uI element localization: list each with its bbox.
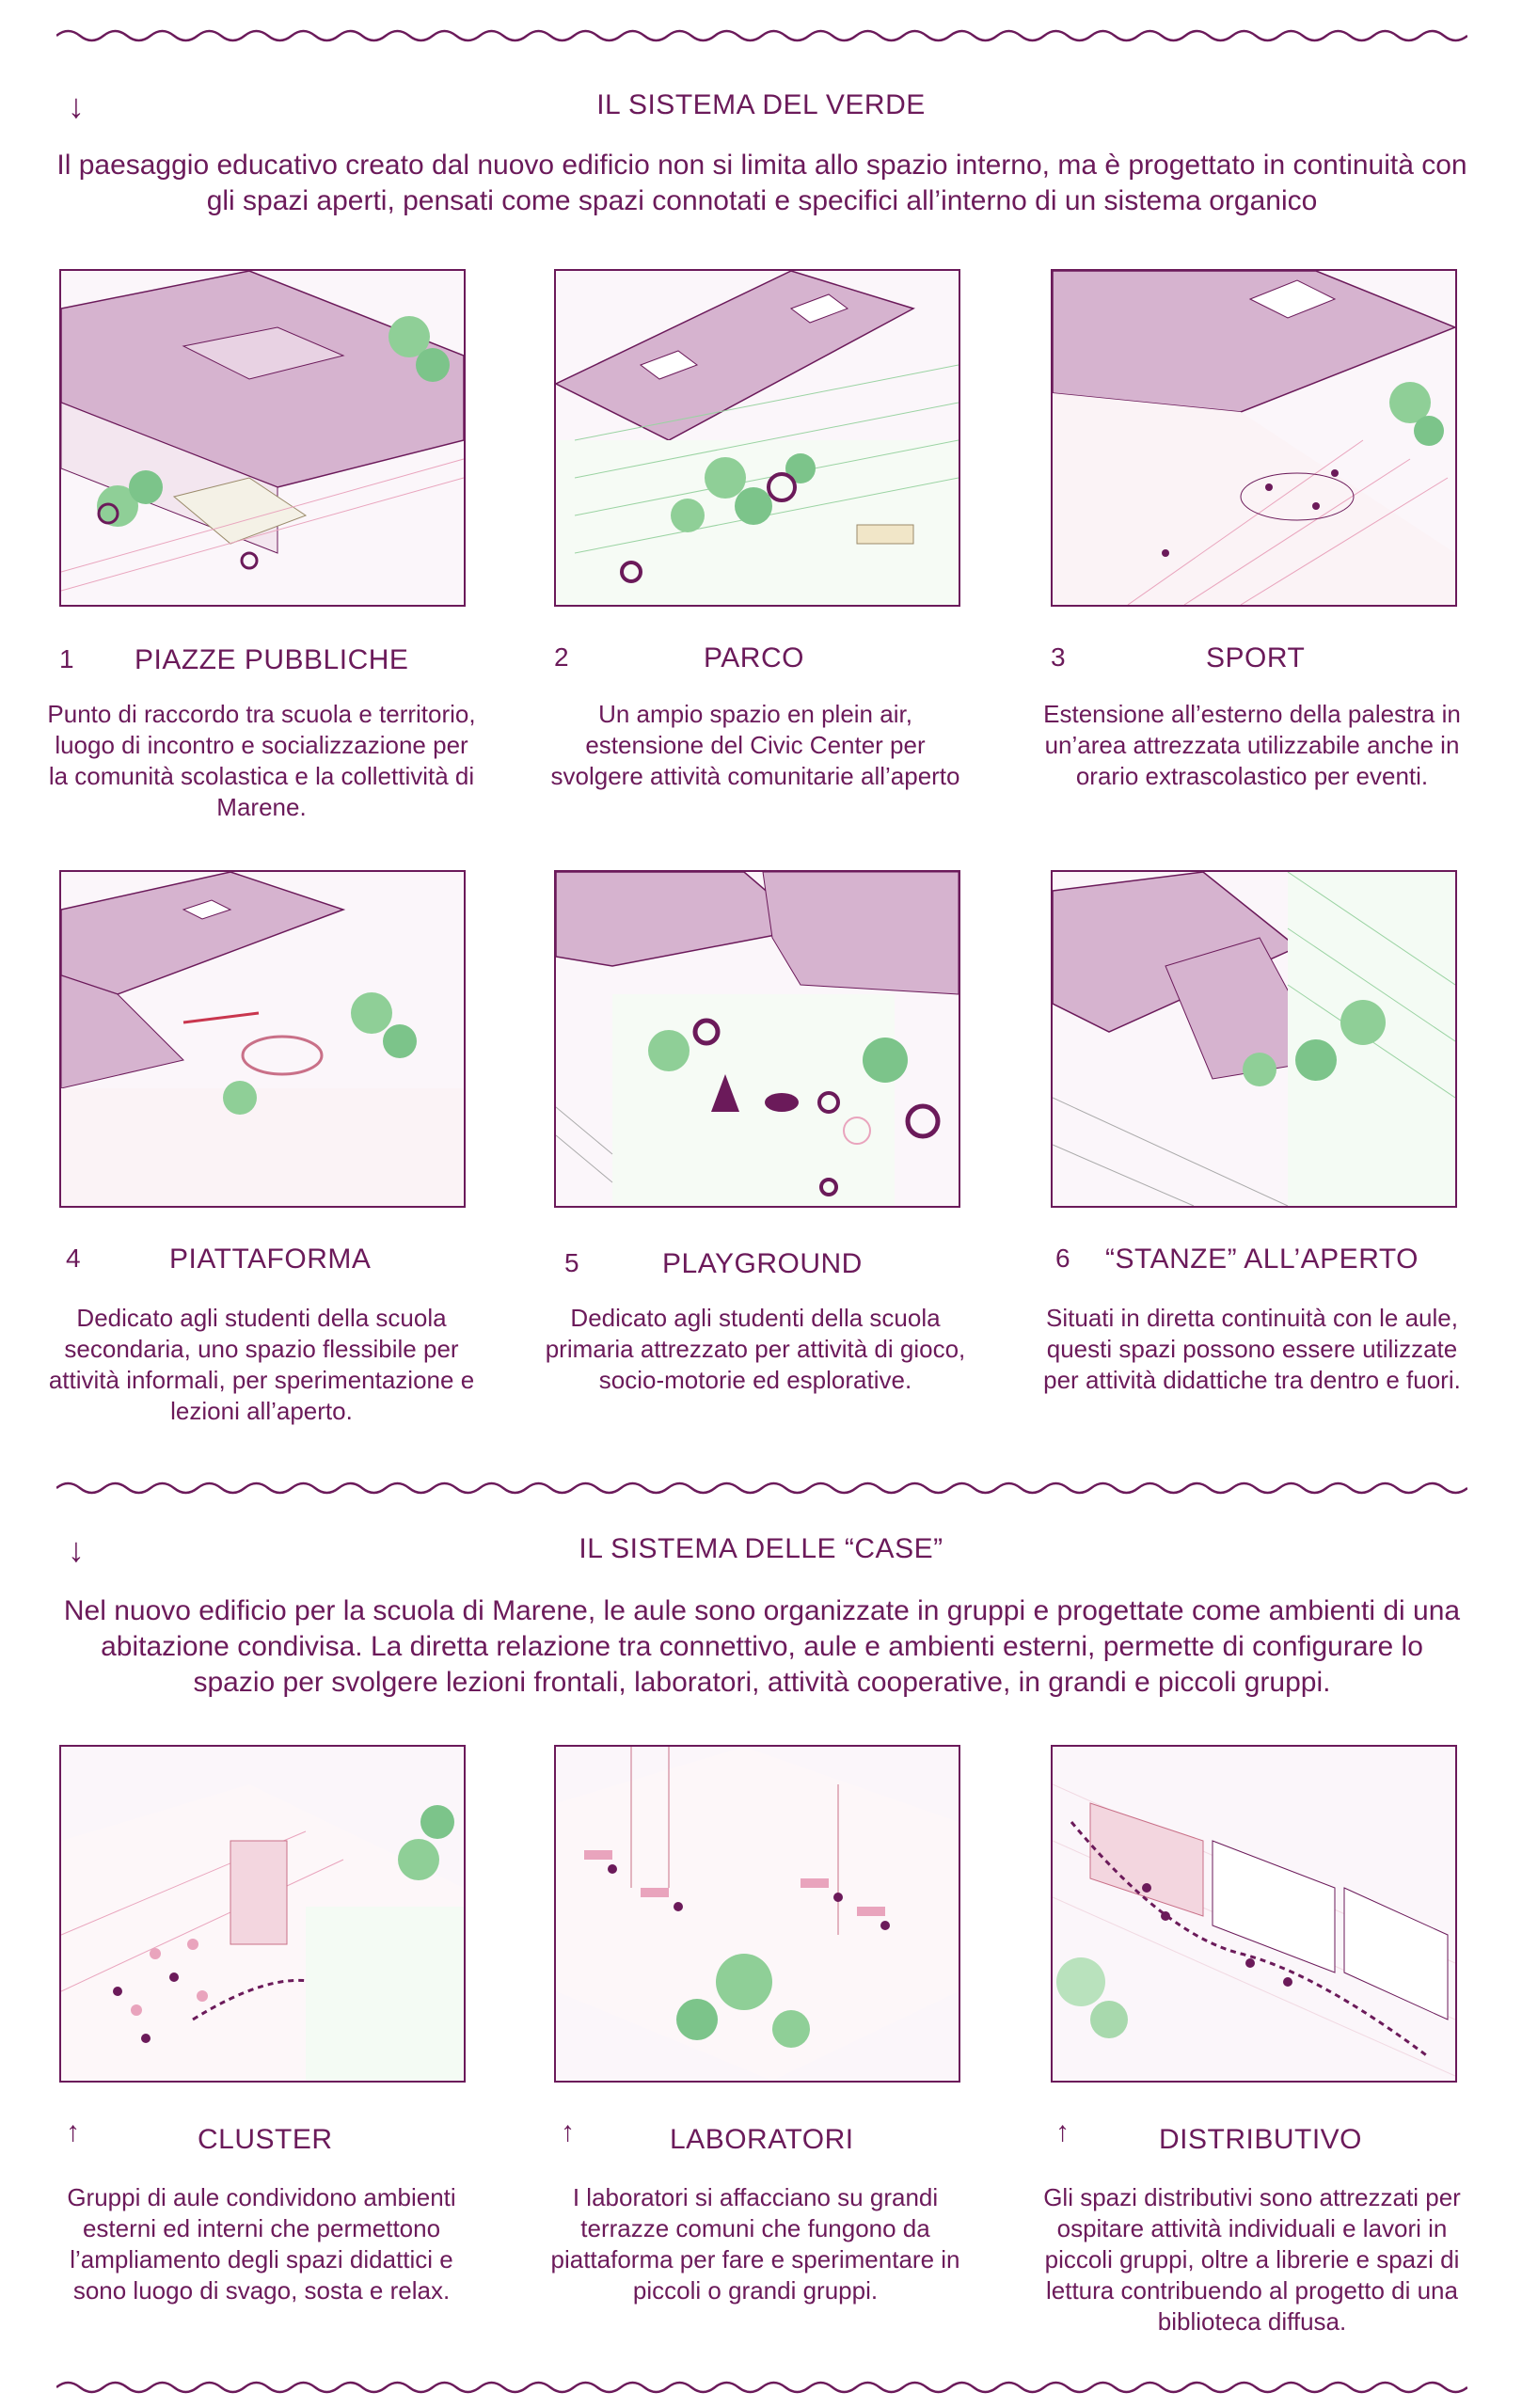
section-verde-title: IL SISTEMA DEL VERDE <box>596 89 926 120</box>
section-case-intro: Nel nuovo edificio per la scuola di Marene, le aule sono organizzate in gruppi e progettate come ambienti di una abitazione condivisa. La diretta relazione tra connettivo, aule e ambienti esterni, permette di configurare lo spazio per svolgere lezioni frontali, laboratori, attività cooperative, in grandi e piccoli gruppi. <box>63 1595 1461 1698</box>
card-title-playground: PLAYGROUND <box>662 1248 863 1279</box>
sport-illustration <box>1051 269 1457 607</box>
wave-divider-bottom <box>56 2378 1467 2397</box>
laboratori-illustration <box>554 1745 960 2083</box>
card-title-parco: PARCO <box>704 642 804 673</box>
distributivo-illustration <box>1051 1745 1457 2083</box>
card-number: 6 <box>1055 1244 1070 1273</box>
parco-illustration <box>554 269 960 607</box>
card-desc-sport: Estensione all’esterno della palestra in un’area attrezzata utilizzabile anche in orario extrascolastico per eventi. <box>1043 700 1461 790</box>
card-desc-laboratori: I laboratori si affacciano su grandi terrazze comuni che fungono da piattaforma per fare e sperimentare in piccoli o grandi gruppi. <box>550 2183 960 2305</box>
card-desc-piattaforma: Dedicato agli studenti della scuola secondaria, uno spazio flessibile per attività informali, per sperimentazione e lezioni all’aperto. <box>48 1304 475 1425</box>
card-number: 5 <box>564 1248 579 1277</box>
up-arrow-icon: ↑ <box>1055 2116 1070 2147</box>
card-desc-parco: Un ampio spazio en plein air, estensione del Civic Center per svolgere attività comunitarie all’aperto <box>550 700 960 790</box>
wave-divider-top <box>56 26 1467 45</box>
piazze-pubbliche-illustration <box>59 269 466 607</box>
section-case-title: IL SISTEMA DELLE “CASE” <box>579 1533 943 1564</box>
up-arrow-icon: ↑ <box>66 2116 80 2147</box>
piattaforma-illustration <box>59 870 466 1208</box>
card-desc-piazze-pubbliche: Punto di raccordo tra scuola e territorio, luogo di incontro e socializzazione per la comunità scolastica e la collettività di Marene. <box>47 700 476 821</box>
card-title-sport: SPORT <box>1206 642 1306 673</box>
card-title-piazze-pubbliche: PIAZZE PUBBLICHE <box>135 644 409 675</box>
card-title-laboratori: LABORATORI <box>670 2124 854 2155</box>
cluster-illustration <box>59 1745 466 2083</box>
card-number: 4 <box>66 1244 81 1273</box>
card-title-stanze-all-aperto: “STANZE” ALL’APERTO <box>1105 1244 1419 1275</box>
up-arrow-icon: ↑ <box>561 2116 575 2147</box>
section-verde-intro: Il paesaggio educativo creato dal nuovo edificio non si limita allo spazio interno, ma è progettato in continuità con gli spazi aperti, pensati come spazi connotati e specifici all’interno di un sistema organico <box>56 150 1467 216</box>
card-desc-distributivo: Gli spazi distributivi sono attrezzati per ospitare attività individuali e lavori in piccoli gruppi, oltre a librerie e spazi di lettura contribuendo al progetto di una biblioteca diffusa. <box>1043 2183 1461 2336</box>
down-arrow-icon: ↓ <box>68 1530 85 1569</box>
stanze-all-aperto-illustration <box>1051 870 1457 1208</box>
card-title-distributivo: DISTRIBUTIVO <box>1159 2124 1363 2155</box>
card-title-piattaforma: PIATTAFORMA <box>169 1244 372 1275</box>
card-desc-cluster: Gruppi di aule condividono ambienti esterni ed interni che permettono l’ampliamento degli spazi didattici e sono luogo di svago, sosta e relax. <box>67 2183 456 2305</box>
card-title-cluster: CLUSTER <box>198 2124 333 2155</box>
playground-illustration <box>554 870 960 1208</box>
wave-divider-middle <box>56 1479 1467 1497</box>
card-desc-stanze-all-aperto: Situati in diretta continuità con le aule, questi spazi possono essere utilizzate per attività didattiche tra dentro e fuori. <box>1043 1304 1461 1394</box>
card-number: 3 <box>1051 642 1066 672</box>
card-number: 2 <box>554 642 569 672</box>
card-number: 1 <box>59 644 74 673</box>
card-desc-playground: Dedicato agli studenti della scuola primaria attrezzato per attività di gioco, socio-motorie ed esplorative. <box>545 1304 966 1394</box>
down-arrow-icon: ↓ <box>68 87 85 125</box>
